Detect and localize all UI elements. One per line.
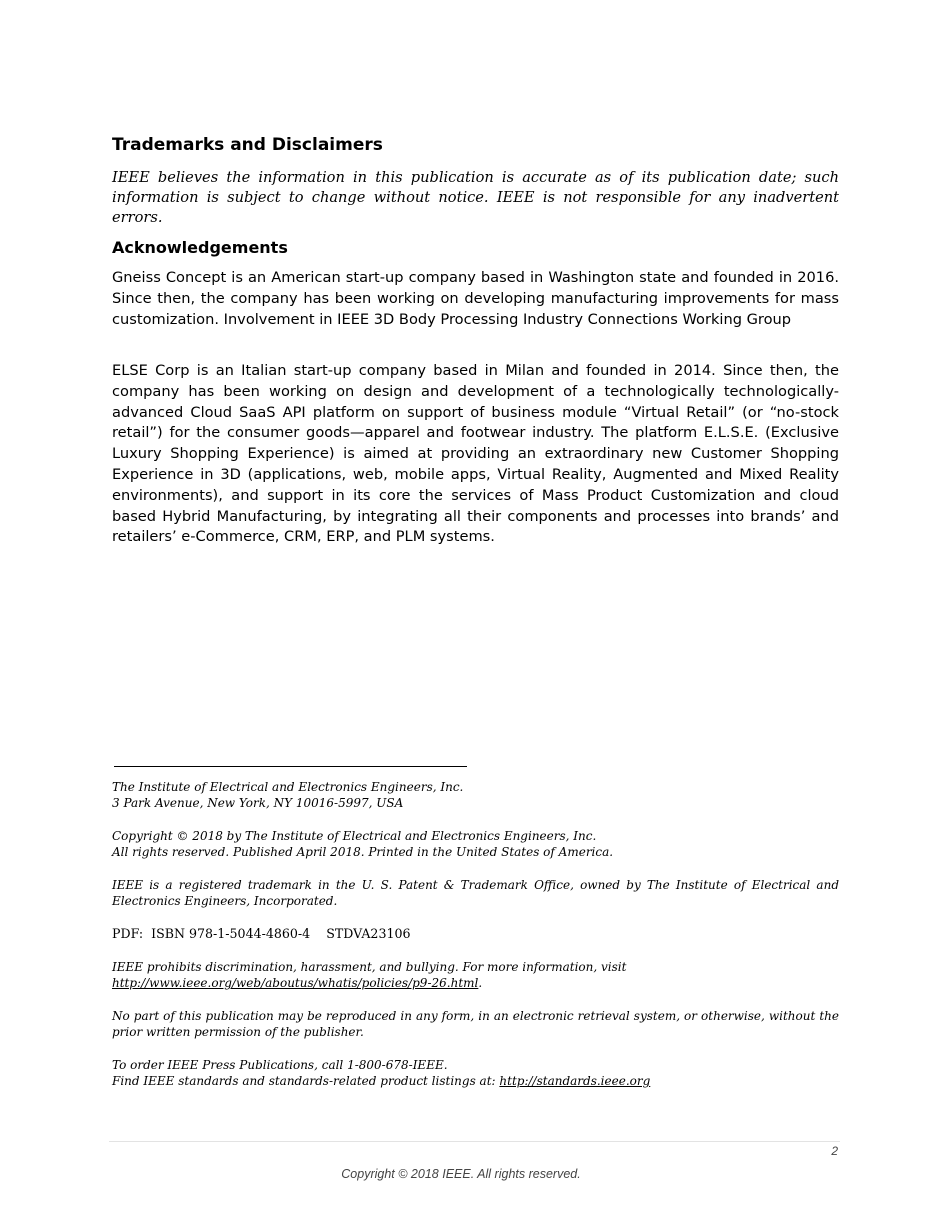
pdf-isbn-line [112, 926, 839, 942]
institute-block [112, 779, 839, 812]
standards-link[interactable]: http://standards.ieee.org [499, 1074, 651, 1089]
institute-name: The Institute of Electrical and Electronics Engineers, Inc. [112, 780, 464, 794]
policy-link[interactable]: http://www.ieee.org/web/aboutus/whatis/policies/p9-26.html [112, 976, 479, 991]
discrimination-policy-block [112, 959, 839, 992]
rights-line: All rights reserved. Published April 2018. Printed in the United States of America. [112, 845, 614, 860]
footer-divider [109, 1141, 840, 1142]
isbn-number: ISBN 978-1-5044-4860-4 [151, 926, 311, 941]
discrimination-text: IEEE prohibits discrimination, harassment, and bullying. For more information, visit [112, 960, 627, 974]
trademark-notice: IEEE is a registered trademark in the U. S. Patent & Trademark Office, owned by The Institute of Electrical and Electronics Engineers, Incorporated. [112, 878, 839, 909]
acknowledgement-paragraph-gneiss: Gneiss Concept is an American start-up company based in Washington state and founded in 2016. Since then, the company has been working on developing manufacturing improvements for mass customization. Involvement in IEEE 3D Body Processing Industry Connections Working Group [112, 269, 839, 328]
copyright-line: Copyright © 2018 by The Institute of Electrical and Electronics Engineers, Inc. [112, 829, 597, 843]
pdf-label: PDF: [112, 926, 144, 941]
acknowledgements-heading: Acknowledgements [112, 238, 288, 257]
institute-address: 3 Park Avenue, New York, NY 10016-5997, USA [112, 796, 404, 811]
footer-copyright: Copyright © 2018 IEEE. All rights reserved. [341, 1167, 581, 1181]
standards-text: Find IEEE standards and standards-related product listings at: [112, 1074, 496, 1089]
disclaimer-text: IEEE believes the information in this publication is accurate as of its publication date; such information is subject to change without notice. IEEE is not responsible for any inadvertent errors. [112, 169, 839, 226]
reproduction-notice: No part of this publication may be reproduced in any form, in an electronic retrieval system, or otherwise, without the prior written permission of the publisher. [112, 1009, 839, 1040]
order-info-block [112, 1057, 839, 1090]
page-number: 2 [831, 1144, 838, 1158]
stock-number: STDVA23106 [326, 926, 411, 941]
document-page [112, 0, 839, 1230]
order-line: To order IEEE Press Publications, call 1-800-678-IEEE. [112, 1058, 448, 1072]
acknowledgement-paragraph-else: ELSE Corp is an Italian start-up company based in Milan and founded in 2014. Since then, the company has been working on design and development of a technologically technologically-advanced Cloud SaaS API platform on support of business module “Virtual Retail” (or “no-stock retail”) for the consumer goods—apparel and footwear industry. The platform E.L.S.E. (Exclusive Luxury Shopping Experience) is aimed at providing an extraordinary new Customer Shopping Experience in 3D (applications, web, mobile apps, Virtual Reality, Augmented and Mixed Reality environments), and support in its core the services of Mass Product Customization and cloud based Hybrid Manufacturing, by integrating all their components and processes into brands’ and retailers’ e-Commerce, CRM, ERP, and PLM systems. [112, 362, 839, 546]
trademarks-heading: Trademarks and Disclaimers [112, 135, 383, 155]
copyright-block [112, 828, 839, 861]
footnote-divider [114, 766, 467, 767]
policy-link-suffix: . [478, 976, 483, 991]
